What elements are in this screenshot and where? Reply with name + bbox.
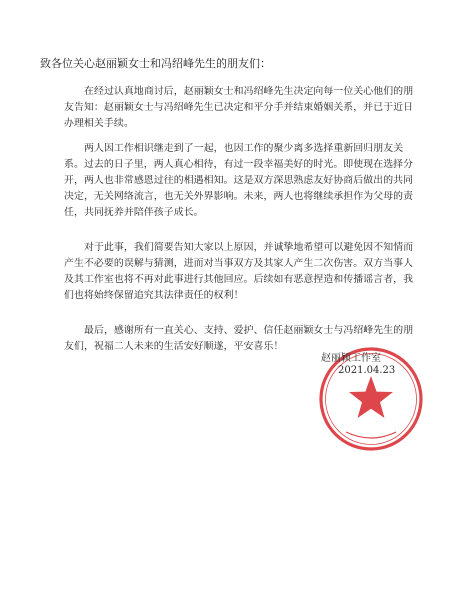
paragraph-line: 及其工作室也将不再对此事进行其他回应。后续如有恶意捏造和传播谣言者，我 <box>64 274 414 285</box>
paragraph-line: 友们，祝福二人未来的生活安好顺遂，平安喜乐！ <box>64 341 284 352</box>
paragraph-line: 决定，无关网络流言，也无关外界影响。未来，两人也将继续承担作为父母的责 <box>64 191 414 202</box>
paragraph-line: 产生不必要的误解与猜测，进而对当事双方及其家人产生二次伤害。双方当事人 <box>64 258 414 269</box>
paragraph-line: 系。过去的日子里，两人真心相待，有过一段幸福美好的时光。即使现在选择分 <box>64 159 414 170</box>
paragraph-line: 友告知：赵丽颖女士与冯绍峰先生已决定和平分手并结束婚姻关系，并已于近日 <box>64 102 414 113</box>
paragraph-line: 对于此事，我们简要告知大家以上原因，并诚挚地希望可以避免因不知情而 <box>84 242 414 253</box>
paragraph-line: 最后，感谢所有一直关心、支持、爱护、信任赵丽颖女士与冯绍峰先生的朋 <box>84 325 414 336</box>
seal-star-icon <box>349 376 393 418</box>
signature-date: 2021.04.23 <box>338 365 396 376</box>
paragraph-line: 任，共同抚养并陪伴孩子成长。 <box>64 207 204 218</box>
paragraph-1 <box>64 84 424 132</box>
paragraph-line: 在经过认真地商讨后，赵丽颖女士和冯绍峰先生决定向每一位关心他们的朋 <box>84 86 414 97</box>
paragraph-line: 开，两人也非常感恩过往的相遇相知。这是双方深思熟虑友好协商后做出的共同 <box>64 175 414 186</box>
paragraph-3 <box>64 240 424 304</box>
salutation: 致各位关心赵丽颖女士和冯绍峰先生的朋友们： <box>40 57 271 70</box>
paragraph-2 <box>64 141 424 221</box>
paragraph-line: 们也将始终保留追究其法律责任的权利！ <box>64 290 244 301</box>
paragraph-line: 两人因工作相识继走到了一起，也因工作的聚少离多选择重新回归朋友关 <box>84 143 404 154</box>
seal-bottom-arc <box>346 432 396 438</box>
paragraph-line: 办理相关手续。 <box>64 118 134 129</box>
signature-organization: 赵丽颖工作室 <box>321 353 381 364</box>
